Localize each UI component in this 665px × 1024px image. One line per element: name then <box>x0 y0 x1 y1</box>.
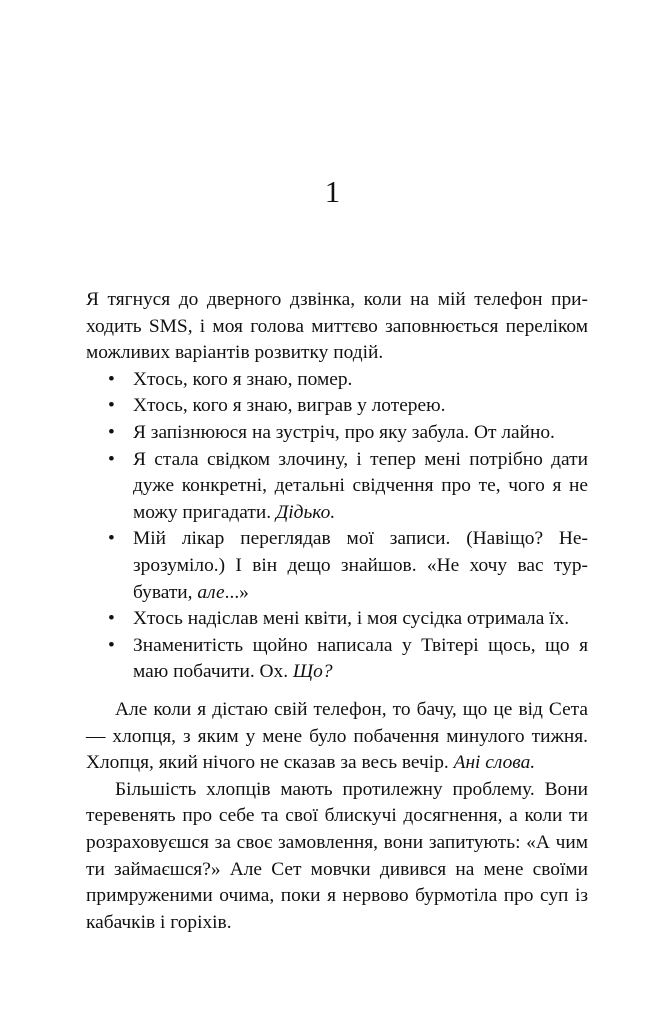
paragraph-text: Але коли я дістаю свій телефон, то бачу, що це від Сета — хлопця, з яким у мене було побачення минулого тижня. Хлопця, який нічого не сказав за весь вечір. <box>86 699 588 774</box>
bullet-icon: • <box>108 448 115 470</box>
bullet-icon: • <box>108 608 115 630</box>
list-item <box>86 526 588 606</box>
bullet-icon: • <box>108 421 115 443</box>
bullet-icon: • <box>108 395 115 417</box>
list-item <box>86 606 588 633</box>
list-item-text: Хтось надіслав мені квіти, і моя сусідка отримала їх. <box>133 608 570 630</box>
list-item-text: Мій лікар переглядав мої записи. (Навіщо? Незрозуміло.) І він дещо знайшов. «Не хочу вас турбувати, <box>133 528 588 603</box>
list-item <box>86 420 588 447</box>
possibilities-list <box>86 367 588 686</box>
list-item <box>86 367 588 394</box>
list-item-text: Хтось, кого я знаю, виграв у лотерею. <box>133 395 446 417</box>
list-item-tail: ...» <box>224 581 249 603</box>
bullet-icon: • <box>108 634 115 656</box>
bullet-icon: • <box>108 528 115 550</box>
list-item <box>86 633 588 686</box>
continuation-section <box>86 697 588 936</box>
bullet-icon: • <box>108 368 115 390</box>
list-item-emphasis: Що? <box>292 661 333 683</box>
list-item-text: Я запізнююся на зустріч, про яку забула. От лайно. <box>133 421 555 443</box>
list-item <box>86 393 588 420</box>
intro-paragraph: Я тягнуся до дверного дзвінка, коли на мій телефон приходить SMS, і моя голова миттєво заповнюється переліком можливих варіантів розвитку подій. <box>86 289 588 364</box>
list-item <box>86 447 588 527</box>
list-item-text: Я стала свідком злочину, і тепер мені потрібно дати дуже конкретні, детальні свідчення про те, чого я не можу пригадати. <box>133 448 588 523</box>
list-item-emphasis: але <box>197 581 225 603</box>
body-paragraph: Більшість хлопців мають протилежну проблему. Вони теревенять про себе та свої блискучі досягнення, а коли ти розраховуєшся за своє замовлення, вони запитують: «А чим ти займаєшся?» Але Сет мовчки дивився на мене своїми примруженими очима, поки я нервово бурмотіла про суп із кабачків і горіхів. <box>86 778 588 933</box>
list-item-emphasis: Дідько. <box>275 501 336 523</box>
list-item-text: Знаменитість щойно написала у Твітері щось, що я маю побачити. Ох. <box>133 634 588 683</box>
chapter-number: 1 <box>324 174 341 209</box>
list-item-text: Хтось, кого я знаю, помер. <box>133 368 353 390</box>
body-paragraph <box>86 697 588 777</box>
opening-section <box>86 287 588 686</box>
paragraph-emphasis: Ані слова. <box>453 752 536 774</box>
